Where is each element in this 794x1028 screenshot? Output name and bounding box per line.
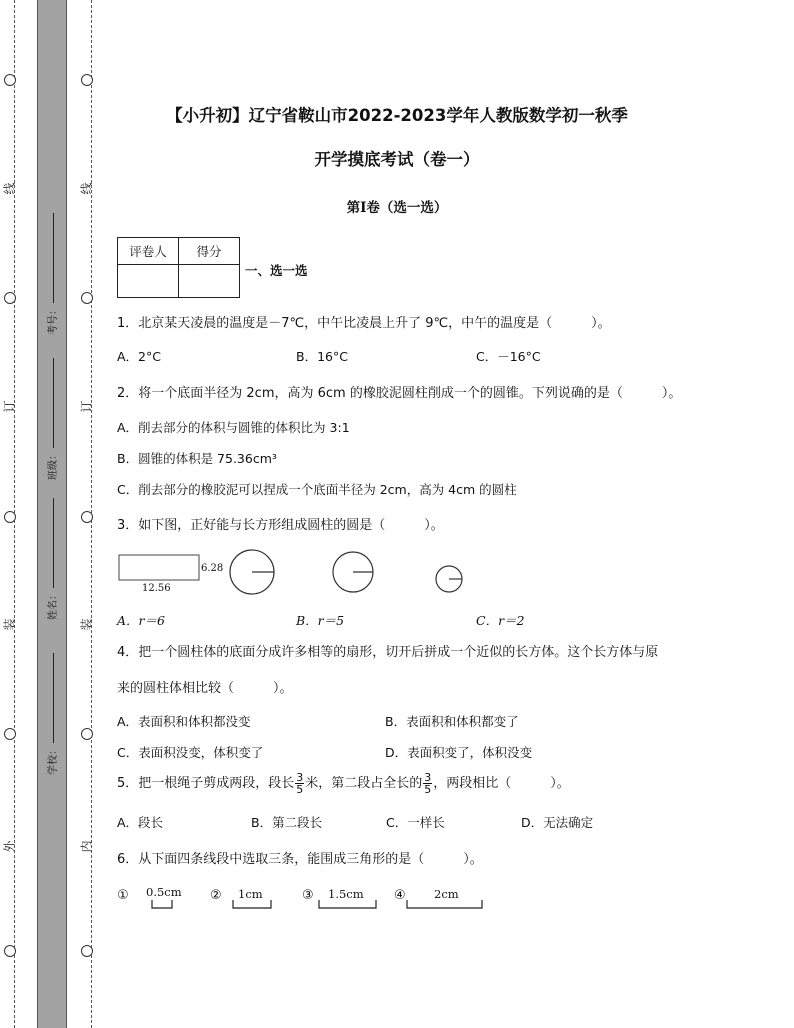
q1-option-c[interactable]: C．－16°C	[476, 349, 541, 364]
binding-label-wai-outer: 外	[2, 840, 17, 853]
q6-seg1-number: ①	[117, 888, 129, 903]
question-2: 2．将一个底面半径为 2cm，高为 6cm 的橡胶泥圆柱削成一个的圆锥。下列说确的是（ ）。	[117, 386, 682, 401]
q3-rectangle	[119, 555, 199, 580]
field-label: 考号：	[48, 305, 59, 335]
binding-hole	[4, 292, 16, 304]
q3-option-b[interactable]: B．r＝5	[296, 613, 345, 628]
q5-option-d[interactable]: D．无法确定	[521, 815, 594, 830]
q2-option-c[interactable]: C．削去部分的橡胶泥可以捏成一个底面半径为 2cm，高为 4cm 的圆柱	[117, 482, 517, 497]
q4-option-a[interactable]: A．表面积和体积都没变	[117, 714, 251, 729]
field-label: 姓名：	[48, 590, 59, 620]
q5-fraction-1	[295, 772, 304, 795]
score-table-header-grader: 评卷人	[118, 238, 179, 265]
binding-label-xian-inner: 线	[79, 182, 94, 195]
score-table-header-score: 得分	[179, 238, 240, 265]
q6-seg3-label: 1.5cm	[328, 887, 364, 901]
exam-title-line2: 开学摸底考试（卷一）	[314, 150, 480, 169]
q6-segment-1	[152, 900, 172, 908]
q2-option-b[interactable]: B．圆锥的体积是 75.36cm³	[117, 451, 277, 466]
binding-hole	[81, 511, 93, 523]
binding-label-ding-outer: 订	[2, 400, 17, 413]
q1-option-b[interactable]: B．16°C	[296, 349, 348, 364]
q3-rect-side-label: 6.28	[201, 563, 224, 574]
q3-rect-bottom-label: 12.56	[142, 583, 171, 594]
score-table	[117, 237, 240, 298]
q3-option-c[interactable]: C．r＝2	[476, 613, 525, 628]
binding-label-zhuang-outer: 装	[2, 618, 17, 631]
binding-hole	[4, 511, 16, 523]
question-4-line2: 来的圆柱体相比较（ ）。	[117, 681, 293, 696]
field-class	[44, 358, 59, 480]
q6-seg2-label: 1cm	[238, 887, 263, 901]
q5-option-c[interactable]: C．一样长	[386, 815, 445, 830]
q6-seg3-number: ③	[302, 888, 314, 903]
q5-option-b[interactable]: B．第二段长	[251, 815, 323, 830]
binding-hole	[81, 74, 93, 86]
score-table-score-cell[interactable]	[179, 265, 240, 298]
q6-segment-3	[319, 900, 376, 908]
field-blank[interactable]	[53, 498, 54, 588]
field-exam-number	[44, 213, 59, 335]
binding-hole	[4, 728, 16, 740]
q5-text-b: 米，第二段占全长的	[305, 776, 423, 791]
q5-frac1-num: 3	[296, 771, 304, 784]
q5-frac2-den: 5	[424, 783, 432, 796]
question-4-line1: 4．把一个圆柱体的底面分成许多相等的扇形，切开后拼成一个近似的长方体。这个长方体与原	[117, 645, 659, 660]
q1-option-a[interactable]: A．2°C	[117, 349, 161, 364]
question-5	[117, 772, 570, 795]
q5-frac2-num: 3	[424, 771, 432, 784]
q6-seg1-label: 0.5cm	[146, 885, 182, 899]
exam-title-line1: 【小升初】辽宁省鞍山市2022-2023学年人教版数学初一秋季	[166, 106, 628, 125]
binding-hole	[4, 945, 16, 957]
field-blank[interactable]	[53, 653, 54, 743]
q3-option-a[interactable]: A．r＝6	[117, 613, 165, 628]
q4-option-b[interactable]: B．表面积和体积都变了	[385, 714, 519, 729]
volume-heading: 第I卷（选一选）	[346, 200, 448, 216]
field-blank[interactable]	[53, 358, 54, 448]
q4-option-c[interactable]: C．表面积没变，体积变了	[117, 745, 264, 760]
binding-hole	[81, 728, 93, 740]
q2-option-a[interactable]: A．削去部分的体积与圆锥的体积比为 3:1	[117, 420, 350, 435]
field-school	[44, 653, 59, 775]
q5-text-c: ，两段相比（ ）。	[433, 776, 570, 791]
q6-segment-2	[233, 900, 271, 908]
binding-label-xian-outer: 线	[2, 182, 17, 195]
q6-segment-4	[407, 900, 482, 908]
q5-fraction-2	[423, 772, 432, 795]
field-name	[44, 498, 59, 620]
q5-option-a[interactable]: A．段长	[117, 815, 164, 830]
binding-label-ding-inner: 订	[79, 400, 94, 413]
binding-label-nei-inner: 内	[79, 840, 94, 853]
q6-seg2-number: ②	[210, 888, 222, 903]
binding-label-zhuang-inner: 装	[79, 618, 94, 631]
question-6: 6．从下面四条线段中选取三条，能围成三角形的是（ ）。	[117, 852, 483, 867]
q6-seg4-number: ④	[394, 888, 406, 903]
q4-option-d[interactable]: D．表面积变了，体积没变	[385, 745, 533, 760]
binding-hole	[4, 74, 16, 86]
section-heading: 一、选一选	[245, 263, 308, 278]
question-1: 1．北京某天凌晨的温度是－7℃，中午比凌晨上升了 9℃，中午的温度是（ ）。	[117, 316, 611, 331]
field-label: 班级：	[48, 450, 59, 480]
score-table-grader-cell[interactable]	[118, 265, 179, 298]
field-blank[interactable]	[53, 213, 54, 303]
q5-frac1-den: 5	[296, 783, 304, 796]
q6-seg4-label: 2cm	[434, 887, 459, 901]
binding-hole	[81, 292, 93, 304]
q6-segments-figure	[140, 896, 500, 912]
field-label: 学校：	[48, 745, 59, 775]
q5-text-a: 5．把一根绳子剪成两段，段长	[117, 776, 295, 791]
question-3: 3．如下图，正好能与长方形组成圆柱的圆是（ ）。	[117, 518, 444, 533]
binding-hole	[81, 945, 93, 957]
